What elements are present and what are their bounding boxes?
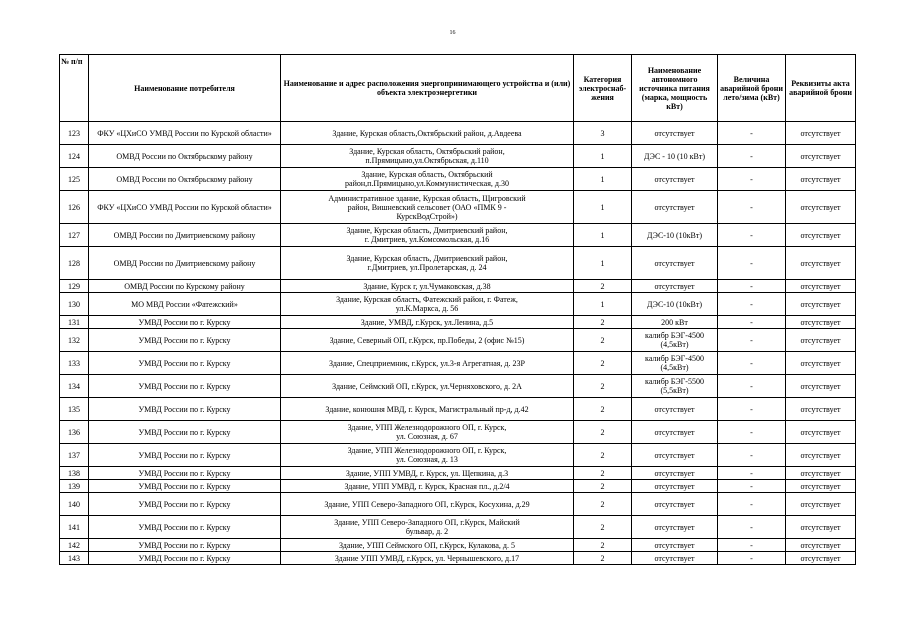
cell-category: 2	[574, 516, 632, 539]
cell-act: отсутствует	[786, 516, 856, 539]
cell-source: ДЭС - 10 (10 кВт)	[632, 145, 718, 168]
cell-act: отсутствует	[786, 293, 856, 316]
cell-act: отсутствует	[786, 552, 856, 565]
cell-reserve: -	[718, 293, 786, 316]
cell-num: 131	[60, 316, 89, 329]
cell-object: Здание, Курская область, Дмитриевский район, г.Дмитриев, ул.Пролетарская, д. 24	[281, 247, 574, 280]
cell-consumer: ОМВД России по Дмитриевскому району	[89, 247, 281, 280]
cell-consumer: УМВД России по г. Курску	[89, 375, 281, 398]
cell-source: отсутствует	[632, 191, 718, 224]
cell-source: отсутствует	[632, 467, 718, 480]
cell-source: отсутствует	[632, 168, 718, 191]
table-row	[60, 421, 856, 444]
cell-source: отсутствует	[632, 516, 718, 539]
cell-consumer: УМВД России по г. Курску	[89, 329, 281, 352]
cell-object: Здание, Северный ОП, г.Курск, пр.Победы, 2 (офис №15)	[281, 329, 574, 352]
cell-object: Здание, УПП Железнодорожного ОП, г. Курск, ул. Союзная, д. 13	[281, 444, 574, 467]
table-row	[60, 493, 856, 516]
cell-act: отсутствует	[786, 191, 856, 224]
cell-category: 2	[574, 421, 632, 444]
cell-category: 2	[574, 493, 632, 516]
cell-object: Здание, УМВД, г.Курск, ул.Ленина, д.5	[281, 316, 574, 329]
cell-reserve: -	[718, 467, 786, 480]
cell-category: 2	[574, 375, 632, 398]
cell-act: отсутствует	[786, 375, 856, 398]
cell-category: 2	[574, 329, 632, 352]
cell-num: 136	[60, 421, 89, 444]
table-row	[60, 480, 856, 493]
cell-num: 128	[60, 247, 89, 280]
header-category: Категория электроснаб-жения	[574, 55, 632, 122]
cell-source: отсутствует	[632, 122, 718, 145]
cell-object: Здание, Сеймский ОП, г.Курск, ул.Черняховского, д. 2А	[281, 375, 574, 398]
cell-category: 2	[574, 398, 632, 421]
cell-object: Здание, Спецприемник, г.Курск, ул.3-я Агрегатная, д. 23Р	[281, 352, 574, 375]
cell-reserve: -	[718, 316, 786, 329]
cell-consumer: УМВД России по г. Курску	[89, 516, 281, 539]
cell-num: 129	[60, 280, 89, 293]
cell-source: отсутствует	[632, 421, 718, 444]
cell-consumer: УМВД России по г. Курску	[89, 552, 281, 565]
header-object: Наименование и адрес расположения энергопринимающего устройства и (или) объекта электроэнергетики	[281, 55, 574, 122]
cell-category: 2	[574, 316, 632, 329]
cell-reserve: -	[718, 247, 786, 280]
cell-reserve: -	[718, 480, 786, 493]
cell-num: 124	[60, 145, 89, 168]
cell-source: отсутствует	[632, 247, 718, 280]
cell-act: отсутствует	[786, 168, 856, 191]
table-row	[60, 352, 856, 375]
header-num: № п/п	[60, 55, 89, 122]
cell-consumer: ФКУ «ЦХиСО УМВД России по Курской области»	[89, 122, 281, 145]
cell-reserve: -	[718, 539, 786, 552]
cell-object: Здание, УПП УМВД, г. Курск, ул. Щепкина, д.3	[281, 467, 574, 480]
cell-object: Здание, УПП Северо-Западного ОП, г.Курск, Майский бульвар, д. 2	[281, 516, 574, 539]
cell-object: Здание, Курск г, ул.Чумаковская, д.38	[281, 280, 574, 293]
cell-source: отсутствует	[632, 280, 718, 293]
cell-act: отсутствует	[786, 224, 856, 247]
cell-reserve: -	[718, 444, 786, 467]
cell-reserve: -	[718, 375, 786, 398]
cell-category: 1	[574, 247, 632, 280]
cell-source: калибр БЭГ-5500 (5,5кВт)	[632, 375, 718, 398]
cell-source: ДЭС-10 (10кВт)	[632, 293, 718, 316]
cell-category: 2	[574, 552, 632, 565]
cell-object: Здание, Курская область, Фатежский район, г. Фатеж, ул.К.Маркса, д. 56	[281, 293, 574, 316]
cell-consumer: ФКУ «ЦХиСО УМВД России по Курской области»	[89, 191, 281, 224]
table-row	[60, 539, 856, 552]
table-row	[60, 375, 856, 398]
table-row	[60, 122, 856, 145]
cell-reserve: -	[718, 398, 786, 421]
cell-object: Здание, УПП УМВД, г. Курск, Красная пл., д.2/4	[281, 480, 574, 493]
cell-consumer: УМВД России по г. Курску	[89, 316, 281, 329]
table-row	[60, 145, 856, 168]
cell-reserve: -	[718, 421, 786, 444]
table-row	[60, 467, 856, 480]
cell-consumer: ОМВД России по Курскому району	[89, 280, 281, 293]
table-row	[60, 444, 856, 467]
table-row	[60, 329, 856, 352]
table-row	[60, 398, 856, 421]
table-row	[60, 316, 856, 329]
cell-num: 133	[60, 352, 89, 375]
cell-num: 135	[60, 398, 89, 421]
cell-reserve: -	[718, 329, 786, 352]
header-source: Наименование автономного источника питания (марка, мощность кВт)	[632, 55, 718, 122]
cell-object: Здание, УПП Сеймского ОП, г.Курск, Кулакова, д. 5	[281, 539, 574, 552]
cell-category: 2	[574, 280, 632, 293]
cell-object: Здание, УПП Северо-Западного ОП, г.Курск, Косухина, д.29	[281, 493, 574, 516]
table-row	[60, 552, 856, 565]
cell-act: отсутствует	[786, 316, 856, 329]
cell-num: 143	[60, 552, 89, 565]
cell-consumer: УМВД России по г. Курску	[89, 398, 281, 421]
reserve-table	[59, 54, 856, 565]
cell-num: 130	[60, 293, 89, 316]
cell-act: отсутствует	[786, 352, 856, 375]
table-row	[60, 168, 856, 191]
cell-act: отсутствует	[786, 247, 856, 280]
cell-num: 140	[60, 493, 89, 516]
cell-reserve: -	[718, 552, 786, 565]
cell-act: отсутствует	[786, 480, 856, 493]
cell-category: 1	[574, 191, 632, 224]
cell-source: калибр БЭГ-4500 (4,5кВт)	[632, 352, 718, 375]
cell-category: 1	[574, 293, 632, 316]
cell-category: 1	[574, 224, 632, 247]
cell-reserve: -	[718, 224, 786, 247]
cell-consumer: МО МВД России «Фатежский»	[89, 293, 281, 316]
cell-act: отсутствует	[786, 421, 856, 444]
table-row	[60, 191, 856, 224]
table-row	[60, 247, 856, 280]
cell-consumer: ОМВД России по Октябрьскому району	[89, 168, 281, 191]
cell-object: Здание, УПП Железнодорожного ОП, г. Курск, ул. Союзная, д. 67	[281, 421, 574, 444]
header-consumer: Наименование потребителя	[89, 55, 281, 122]
cell-source: калибр БЭГ-4500 (4,5кВт)	[632, 329, 718, 352]
cell-act: отсутствует	[786, 539, 856, 552]
cell-consumer: УМВД России по г. Курску	[89, 480, 281, 493]
cell-act: отсутствует	[786, 493, 856, 516]
cell-num: 139	[60, 480, 89, 493]
header-act: Реквизиты акта аварийной брони	[786, 55, 856, 122]
cell-num: 137	[60, 444, 89, 467]
cell-reserve: -	[718, 168, 786, 191]
cell-consumer: УМВД России по г. Курску	[89, 467, 281, 480]
cell-num: 142	[60, 539, 89, 552]
cell-source: отсутствует	[632, 398, 718, 421]
cell-consumer: ОМВД России по Октябрьскому району	[89, 145, 281, 168]
cell-act: отсутствует	[786, 145, 856, 168]
cell-object: Здание, Курская область, Октябрьский район, п.Прямицыно,ул.Октябрьская, д.110	[281, 145, 574, 168]
cell-num: 125	[60, 168, 89, 191]
cell-object: Административное здание, Курская область, Щигровский район, Вишневский сельсовет (ОАО «ПМК 9 - КурскВодСтрой»)	[281, 191, 574, 224]
cell-object: Здание, Курская область, Дмитриевский район, г. Дмитриев, ул.Комсомольская, д.16	[281, 224, 574, 247]
cell-reserve: -	[718, 145, 786, 168]
cell-num: 138	[60, 467, 89, 480]
cell-reserve: -	[718, 122, 786, 145]
table-row	[60, 293, 856, 316]
cell-source: отсутствует	[632, 444, 718, 467]
cell-reserve: -	[718, 493, 786, 516]
cell-category: 2	[574, 352, 632, 375]
cell-object: Здание, конюшня МВД, г. Курск, Магистральный пр-д, д.42	[281, 398, 574, 421]
cell-category: 2	[574, 539, 632, 552]
cell-reserve: -	[718, 280, 786, 293]
cell-act: отсутствует	[786, 398, 856, 421]
cell-act: отсутствует	[786, 280, 856, 293]
cell-object: Здание, Курская область,Октябрьский район, д.Авдеева	[281, 122, 574, 145]
cell-num: 127	[60, 224, 89, 247]
cell-act: отсутствует	[786, 467, 856, 480]
table-row	[60, 280, 856, 293]
cell-category: 2	[574, 480, 632, 493]
cell-reserve: -	[718, 191, 786, 224]
cell-consumer: УМВД России по г. Курску	[89, 493, 281, 516]
cell-consumer: УМВД России по г. Курску	[89, 352, 281, 375]
cell-act: отсутствует	[786, 122, 856, 145]
cell-source: отсутствует	[632, 493, 718, 516]
table-row	[60, 516, 856, 539]
cell-consumer: ОМВД России по Дмитриевскому району	[89, 224, 281, 247]
cell-category: 2	[574, 467, 632, 480]
cell-category: 2	[574, 444, 632, 467]
cell-consumer: УМВД России по г. Курску	[89, 444, 281, 467]
cell-consumer: УМВД России по г. Курску	[89, 421, 281, 444]
cell-consumer: УМВД России по г. Курску	[89, 539, 281, 552]
cell-object: Здание УПП УМВД, г.Курск, ул. Чернышевского, д.17	[281, 552, 574, 565]
cell-act: отсутствует	[786, 444, 856, 467]
cell-num: 134	[60, 375, 89, 398]
cell-source: 200 кВт	[632, 316, 718, 329]
cell-object: Здание, Курская область, Октябрьский район,п.Прямицыно,ул.Коммунистическая, д.30	[281, 168, 574, 191]
cell-category: 1	[574, 145, 632, 168]
cell-reserve: -	[718, 352, 786, 375]
cell-category: 3	[574, 122, 632, 145]
cell-category: 1	[574, 168, 632, 191]
cell-num: 141	[60, 516, 89, 539]
cell-num: 123	[60, 122, 89, 145]
header-row	[60, 55, 856, 122]
cell-num: 132	[60, 329, 89, 352]
cell-source: отсутствует	[632, 552, 718, 565]
cell-act: отсутствует	[786, 329, 856, 352]
page-number: 16	[449, 30, 456, 36]
table-row	[60, 224, 856, 247]
cell-source: ДЭС-10 (10кВт)	[632, 224, 718, 247]
cell-num: 126	[60, 191, 89, 224]
table-body	[60, 122, 856, 565]
cell-reserve: -	[718, 516, 786, 539]
header-reserve: Величина аварийной брони лето/зима (кВт)	[718, 55, 786, 122]
cell-source: отсутствует	[632, 539, 718, 552]
cell-source: отсутствует	[632, 480, 718, 493]
